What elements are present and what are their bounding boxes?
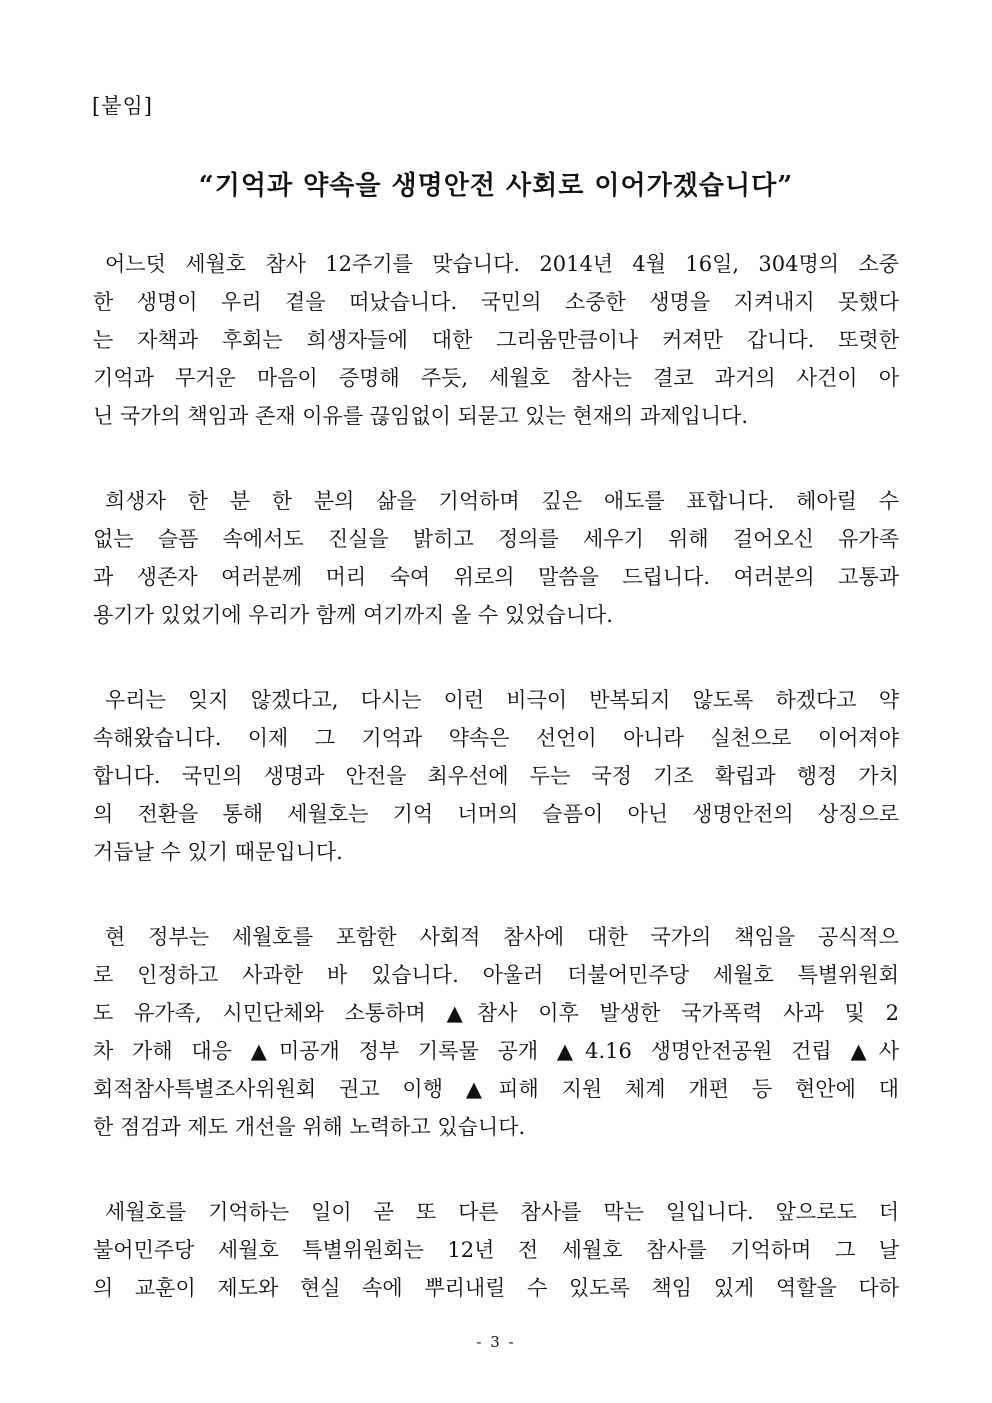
paragraph-line: 우리는 잊지 않겠다고, 다시는 이런 비극이 반복되지 않도록 하겠다고 약: [105, 688, 899, 712]
paragraph-line: 거듭날 수 있기 때문입니다.: [93, 840, 343, 864]
paragraph-line: 없는 슬픔 속에서도 진실을 밝히고 정의를 세우기 위해 걸어오신 유가족: [93, 527, 899, 551]
document-title: “기억과 약속을 생명안전 사회로 이어가겠습니다”: [198, 171, 794, 201]
paragraph-line: 현 정부는 세월호를 포함한 사회적 참사에 대한 국가의 책임을 공식적으: [105, 925, 899, 949]
paragraph-line: 불어민주당 세월호 특별위원회는 12년 전 세월호 참사를 기억하며 그 날: [93, 1238, 899, 1262]
attachment-label: [붙임]: [92, 94, 153, 118]
paragraph-line: 속해왔습니다. 이제 그 기억과 약속은 선언이 아니라 실천으로 이어져야: [93, 726, 899, 750]
paragraph-line: 한 생명이 우리 곁을 떠났습니다. 국민의 소중한 생명을 지켜내지 못했다: [93, 290, 899, 314]
paragraph-line: 세월호를 기억하는 일이 곧 또 다른 참사를 막는 일입니다. 앞으로도 더: [105, 1200, 899, 1224]
paragraph: [93, 918, 899, 1146]
paragraph-line: 닌 국가의 책임과 존재 이유를 끊임없이 되묻고 있는 현재의 과제입니다.: [93, 404, 749, 428]
paragraph-line: 의 전환을 통해 세월호는 기억 너머의 슬픔이 아닌 생명안전의 상징으로: [93, 802, 899, 826]
paragraph-line: 도 유가족, 시민단체와 소통하며 ▲참사 이후 발생한 국가폭력 사과 및 2: [93, 1001, 899, 1025]
paragraph-line: 는 자책과 후회는 희생자들에 대한 그리움만큼이나 커져만 갑니다. 또렷한: [93, 328, 899, 352]
paragraph-line: 기억과 무거운 마음이 증명해 주듯, 세월호 참사는 결코 과거의 사건이 아: [93, 366, 899, 390]
paragraph: [93, 1193, 899, 1307]
body-text: [93, 245, 899, 1354]
paragraph-line: 한 점검과 제도 개선을 위해 노력하고 있습니다.: [93, 1115, 526, 1139]
paragraph-line: 과 생존자 여러분께 머리 숙여 위로의 말씀을 드립니다. 여러분의 고통과: [93, 565, 899, 589]
page-number: - 3 -: [476, 1333, 516, 1351]
paragraph-line: 합니다. 국민의 생명과 안전을 최우선에 두는 국정 기조 확립과 행정 가치: [93, 764, 899, 788]
paragraph-line: 의 교훈이 제도와 현실 속에 뿌리내릴 수 있도록 책임 있게 역할을 다하: [93, 1276, 899, 1300]
paragraph-line: 차 가해 대응 ▲미공개 정부 기록물 공개 ▲4.16 생명안전공원 건립 ▲사: [93, 1039, 899, 1063]
paragraph: [93, 681, 899, 871]
paragraph: [93, 245, 899, 435]
paragraph-line: 회적참사특별조사위원회 권고 이행 ▲피해 지원 체계 개편 등 현안에 대: [93, 1077, 899, 1101]
paragraph: [93, 482, 899, 634]
paragraph-line: 희생자 한 분 한 분의 삶을 기억하며 깊은 애도를 표합니다. 헤아릴 수: [105, 489, 899, 513]
paragraph-line: 용기가 있었기에 우리가 함께 여기까지 올 수 있었습니다.: [93, 603, 613, 627]
paragraph-line: 어느덧 세월호 참사 12주기를 맞습니다. 2014년 4월 16일, 304명의 소중: [105, 252, 899, 276]
paragraph-line: 로 인정하고 사과한 바 있습니다. 아울러 더불어민주당 세월호 특별위원회: [93, 963, 899, 987]
